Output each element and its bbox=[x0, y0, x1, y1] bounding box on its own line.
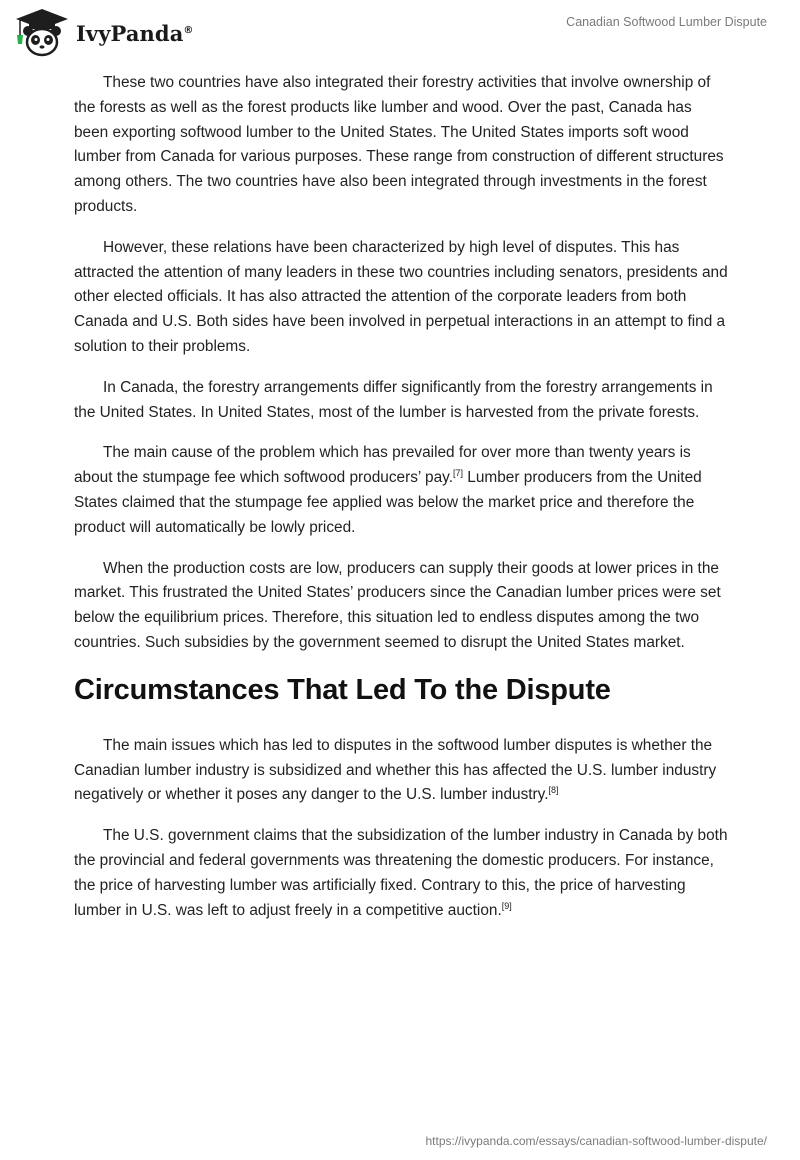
paragraph: However, these relations have been characterized by high level of disputes. This has attracted the attention of many leaders in these two countries including senators, presidents and other elected officials. It has also attracted the attention of the corporate leaders from both Canada and U.S. Both sides have been involved in perpetual interactions in an attempt to find a solution to their problems. bbox=[74, 238, 728, 355]
source-url[interactable]: https://ivypanda.com/essays/canadian-softwood-lumber-dispute/ bbox=[425, 1134, 767, 1148]
paragraph: The main issues which has led to disputes in the softwood lumber disputes is whether the Canadian lumber industry is subsidized and whether this has affected the U.S. lumber industry negatively or whether it poses any danger to the U.S. lumber industry.[8] bbox=[74, 736, 717, 804]
document-title: Canadian Softwood Lumber Dispute bbox=[566, 15, 767, 29]
paragraph: When the production costs are low, producers can supply their goods at lower prices in the market. This frustrated the United States’ producers since the Canadian lumber prices were set below the equilibrium prices. Therefore, this situation led to endless disputes among the two countries. Such subsidies by the government seemed to disrupt the United States market. bbox=[74, 559, 721, 651]
footnote-ref-9[interactable]: [9] bbox=[501, 900, 512, 911]
paragraph: The main cause of the problem which has prevailed for over more than twenty years is about the stumpage fee which softwood producers’ pay.[7] Lumber producers from the United States claimed that the stumpage fee applied was below the market price and therefore the product will automatically be lowly priced. bbox=[74, 444, 702, 536]
paragraph: The U.S. government claims that the subsidization of the lumber industry in Canada by both the provincial and federal governments was threatening the domestic producers. For instance, the price of harvesting lumber was artificially fixed. Contrary to this, the price of harvesting lumber in U.S. was left to adjust freely in a competitive auction.[9] bbox=[74, 827, 728, 919]
panda-graduate-logo-icon bbox=[14, 8, 70, 58]
footnote-ref-8[interactable]: [8] bbox=[548, 785, 559, 796]
paragraph: These two countries have also integrated their forestry activities that involve ownership of the forests as well as the forest products like lumber and wood. Over the past, Canada has been exporting softwood lumber to the United States. The United States imports soft wood lumber from Canada for various purposes. These range from construction of different structures among others. The two countries have also been integrated through investments in the forest products. bbox=[74, 74, 724, 215]
section-heading: Circumstances That Led To the Dispute bbox=[74, 673, 611, 706]
essay-content bbox=[74, 71, 730, 939]
registered-mark: ® bbox=[183, 24, 194, 36]
brand-logo[interactable] bbox=[14, 8, 194, 58]
page-header bbox=[0, 0, 800, 64]
paragraph: In Canada, the forestry arrangements differ significantly from the forestry arrangements in the United States. In United States, most of the lumber is harvested from the private forests. bbox=[74, 378, 713, 421]
brand-name: IvyPanda® bbox=[76, 20, 194, 46]
footnote-ref-7[interactable]: [7] bbox=[453, 468, 464, 479]
